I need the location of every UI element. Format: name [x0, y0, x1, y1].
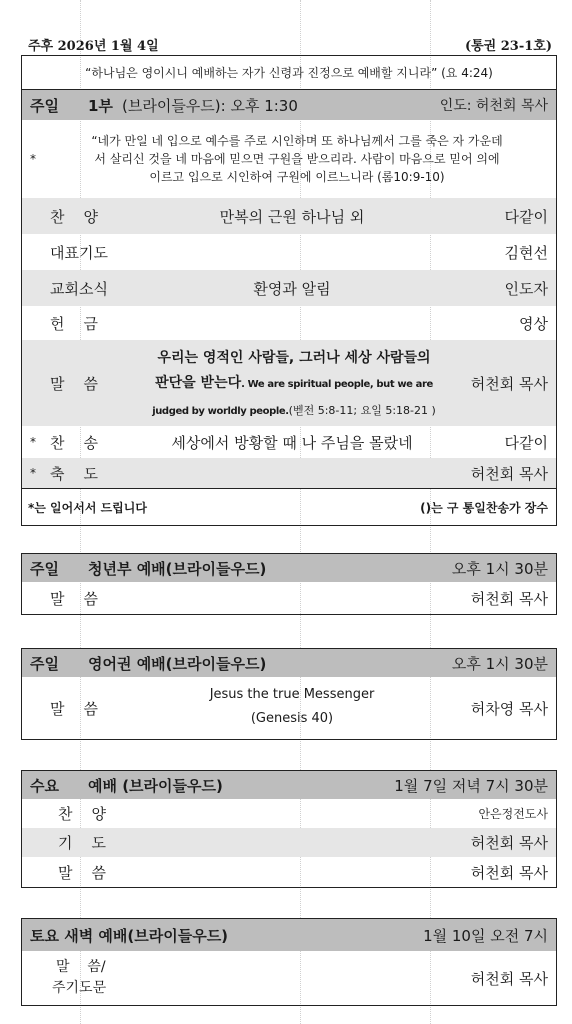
order-row — [22, 234, 556, 270]
service-day: 주일 — [30, 654, 59, 673]
sermon-title-english: judged by worldly people. — [152, 406, 289, 417]
sermon-title: Jesus the true Messenger — [209, 687, 375, 702]
order-row — [22, 426, 556, 458]
stand-mark — [22, 198, 44, 234]
order-item-name: 교회소식 — [50, 279, 108, 298]
footnote-hymnal: ()는 구 통일찬송가 장수 — [420, 500, 548, 515]
sermon-row — [22, 340, 556, 426]
wednesday-service — [21, 770, 557, 888]
order-item-content: 환영과 알림 — [253, 279, 331, 298]
theme-verse-row — [22, 56, 556, 89]
order-item-name: 대표기도 — [50, 243, 108, 262]
order-item-content — [132, 306, 452, 340]
order-item-name: 헌 금 — [50, 314, 99, 333]
order-row — [22, 951, 556, 1005]
order-item-person: 다같이 — [504, 433, 548, 452]
order-item-person: 허차영 목사 — [470, 699, 548, 718]
order-item-person: 영상 — [519, 314, 548, 333]
service-title: 토요 새벽 예배(브라이들우드) — [30, 926, 229, 945]
order-item-name: 말 씀 — [58, 863, 107, 882]
service-leader: 인도: 허천회 목사 — [439, 98, 548, 114]
bulletin-volume: (통권 23-1호) — [464, 39, 552, 54]
order-row — [22, 458, 556, 488]
sunday-main-header — [22, 90, 556, 120]
service-day: 주일 — [30, 559, 59, 578]
bible-text-line: “네가 만일 네 입으로 예수를 주로 시인하며 또 하나님께서 그를 죽은 자 가운데 — [91, 134, 503, 148]
order-item-name: 찬 양 — [50, 207, 99, 226]
saturday-service — [21, 918, 557, 1006]
sermon-label: 말 씀 — [50, 374, 99, 393]
bible-mark: * — [30, 152, 36, 166]
order-item-content — [132, 234, 452, 270]
service-time: 1월 7일 저녁 7시 30분 — [394, 776, 548, 795]
order-item-person: 안은정전도사 — [478, 807, 548, 821]
sermon-title: 판단을 받는다 — [155, 375, 242, 391]
stand-mark: * — [30, 435, 36, 449]
order-item-name: 말 씀 — [50, 699, 99, 718]
sermon-title: 우리는 영적인 사람들, 그러나 세상 사람들의 — [157, 350, 431, 366]
saturday-header — [22, 919, 556, 951]
sermon-reference: (벧전 5:8-11; 요일 5:18-21 ) — [288, 404, 436, 417]
order-item-name: 기 도 — [58, 834, 107, 852]
bible-text-line: 이르고 입으로 시인하여 구원에 이르느니라 (롬10:9-10) — [149, 170, 445, 184]
service-part: 1부 — [88, 96, 113, 115]
wednesday-header — [22, 771, 556, 799]
sermon-title-english: . We are spiritual people, but we are — [241, 379, 433, 390]
footnote-standing: *는 일어서서 드립니다 — [28, 500, 147, 515]
order-item-name: 주기도문 — [52, 980, 107, 996]
order-item-name: 말 씀/ — [56, 959, 106, 975]
youth-service — [21, 553, 557, 615]
service-day: 주일 — [30, 96, 59, 115]
order-row — [22, 306, 556, 340]
service-title: 영어권 예배(브라이들우드) — [88, 654, 267, 673]
order-row — [22, 582, 556, 614]
order-row — [22, 857, 556, 887]
order-item-content: 만복의 근원 하나님 외 — [219, 207, 365, 226]
sermon-reference: (Genesis 40) — [250, 711, 334, 726]
sermon-preacher: 허천회 목사 — [470, 374, 548, 393]
bulletin-date: 주후 2026년 1월 4일 — [28, 39, 159, 54]
order-item-person: 허천회 목사 — [470, 589, 548, 608]
order-item-person: 다같이 — [504, 207, 548, 226]
order-item-person: 인도자 — [504, 279, 548, 298]
order-item-person: 허천회 목사 — [470, 464, 548, 483]
order-row — [22, 828, 556, 857]
service-location-time: (브라이들우드): 오후 1:30 — [122, 96, 298, 115]
bible-passage — [22, 120, 556, 198]
footnote-row — [22, 489, 556, 525]
order-row — [22, 270, 556, 306]
service-time: 1월 10일 오전 7시 — [423, 926, 548, 945]
order-item-person: 허천회 목사 — [470, 834, 548, 852]
youth-header — [22, 554, 556, 582]
order-row — [22, 677, 556, 739]
hymn-title: 세상에서 방황할 때 나 주님을 몰랐네 — [171, 433, 413, 452]
service-day: 수요 — [30, 776, 59, 795]
stand-mark: * — [30, 466, 36, 480]
bible-text-line: 서 살리신 것을 네 마음에 믿으면 구원을 받으리라. 사람이 마음으로 믿어 의에 — [94, 152, 500, 166]
order-item-name: 축 도 — [50, 464, 99, 483]
service-title: 예배 (브라이들우드) — [88, 776, 223, 795]
service-time: 오후 1시 30분 — [451, 559, 548, 578]
order-item-name: 찬 송 — [50, 433, 99, 452]
order-item-person: 허천회 목사 — [470, 863, 548, 882]
sunday-main-service — [21, 55, 557, 526]
service-time: 오후 1시 30분 — [451, 654, 548, 673]
service-title: 청년부 예배(브라이들우드) — [88, 559, 267, 578]
order-row — [22, 799, 556, 828]
theme-verse: “하나님은 영이시니 예배하는 자가 신령과 진정으로 예배할 지니라” (요 4:24) — [85, 66, 493, 80]
order-item-name: 말 씀 — [50, 589, 99, 608]
english-header — [22, 649, 556, 677]
order-item-name: 찬 양 — [58, 805, 107, 823]
order-row — [22, 198, 556, 234]
english-service — [21, 648, 557, 740]
order-item-content — [132, 458, 452, 488]
order-item-person: 김현선 — [504, 243, 548, 262]
order-item-person: 허천회 목사 — [470, 969, 548, 988]
